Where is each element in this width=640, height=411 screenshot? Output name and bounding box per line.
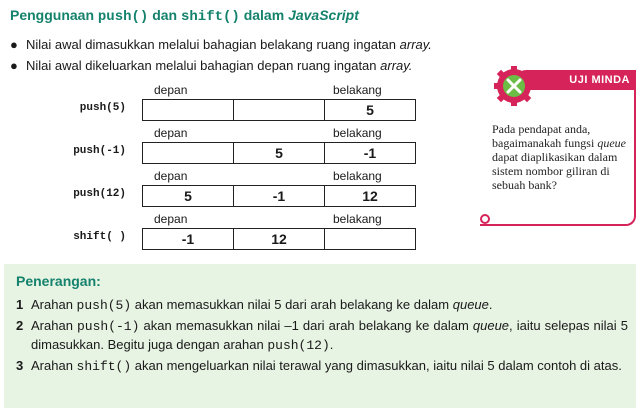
queue-cell: 5 (234, 143, 325, 163)
front-header: depan (154, 126, 188, 140)
explanation-body (31, 296, 628, 315)
explanation-text: akan memasukkan nilai –1 dari arah belakang ke dalam (139, 318, 473, 333)
queue-cell: -1 (234, 186, 325, 206)
explanation-item (16, 317, 628, 355)
explanation-text: akan memasukkan nilai 5 dari arah belakang ke dalam (131, 297, 453, 312)
title-text: dalam (239, 7, 289, 23)
bullet-dot-icon: ● (10, 58, 18, 73)
bullet-item (10, 58, 480, 74)
explanation-number: 3 (16, 358, 24, 373)
bullet-text-em: array. (380, 58, 413, 73)
page-title (10, 7, 359, 25)
front-header: depan (154, 83, 188, 97)
operation-label: shift( ) (73, 231, 126, 243)
back-header: belakang (333, 212, 382, 226)
title-text: dan (148, 7, 181, 23)
bullet-text (26, 37, 432, 53)
back-header: belakang (333, 169, 382, 183)
explanation-text: Arahan (31, 318, 77, 333)
bullet-list (10, 37, 480, 79)
pin-icon (480, 214, 490, 224)
bullet-text (26, 58, 412, 74)
queue-cell: 5 (143, 186, 234, 206)
bullet-text-main: Nilai awal dikeluarkan melalui bahagian depan ruang ingatan (26, 58, 381, 73)
front-header: depan (154, 169, 188, 183)
explanation-text: . (488, 297, 493, 312)
queue-cell: 12 (362, 188, 378, 204)
gear-icon (484, 66, 540, 106)
explanation-code: shift() (76, 359, 132, 374)
title-code-push: push() (97, 9, 149, 25)
operation-label: push(5) (79, 102, 126, 114)
explanation-code: push(5) (76, 298, 132, 313)
uji-minda-question (492, 122, 632, 192)
queue-operation (58, 169, 438, 209)
explanation-title: Penerangan: (16, 273, 101, 289)
explanation-number: 2 (16, 318, 24, 333)
explanation-text: , iaitu selepas nilai 5 dimasukkan. Begitu juga dengan arahan (31, 318, 628, 352)
uji-minda-box (480, 66, 638, 226)
uji-minda-tab: UJI MINDA (516, 70, 636, 90)
question-em: queue (597, 136, 626, 150)
explanation-list (16, 296, 628, 378)
queue-cell: 5 (366, 102, 374, 118)
explanation-text: akan mengeluarkan nilai terawal yang dimasukkan, iaitu nilai 5 dalam contoh di atas. (131, 358, 622, 373)
back-header: belakang (333, 126, 382, 140)
queue-operation (58, 126, 438, 166)
bullet-dot-icon: ● (10, 37, 18, 52)
operation-label: push(-1) (73, 145, 126, 157)
queue-cell: -1 (143, 229, 234, 249)
queue-cell (143, 100, 234, 120)
question-text: Pada pendapat anda, bagaimanakah fungsi (492, 122, 598, 150)
title-code-shift: shift() (181, 9, 240, 25)
title-text: Penggunaan (10, 7, 98, 23)
question-text: dapat diaplikasikan dalam sistem nombor giliran di sebuah bank? (492, 150, 618, 192)
explanation-item (16, 296, 628, 315)
explanation-panel (4, 264, 636, 408)
title-language: JavaScript (288, 7, 359, 23)
explanation-code: push(12) (267, 338, 330, 353)
explanation-em: queue (452, 297, 489, 312)
queue-row (142, 142, 416, 164)
bullet-item (10, 37, 480, 53)
explanation-em: queue (472, 318, 510, 333)
explanation-number: 1 (16, 297, 24, 312)
explanation-body (31, 317, 628, 355)
queue-cell (143, 143, 234, 163)
queue-row (142, 185, 416, 207)
queue-cell (234, 100, 325, 120)
explanation-text: . (329, 337, 334, 352)
back-header: belakang (333, 83, 382, 97)
queue-operation (58, 83, 438, 123)
queue-cell: -1 (363, 145, 377, 161)
queue-row (142, 99, 416, 121)
bullet-text-main: Nilai awal dimasukkan melalui bahagian belakang ruang ingatan (26, 37, 400, 52)
front-header: depan (154, 212, 188, 226)
queue-cell: 12 (234, 229, 325, 249)
queue-row (142, 228, 416, 250)
explanation-body (31, 357, 628, 376)
queue-operation (58, 212, 438, 252)
bullet-text-em: array. (399, 37, 432, 52)
explanation-text: Arahan (31, 358, 77, 373)
queue-cell (325, 229, 415, 249)
explanation-code: push(-1) (77, 319, 140, 334)
explanation-item (16, 357, 628, 376)
operation-label: push(12) (73, 188, 126, 200)
explanation-text: Arahan (31, 297, 77, 312)
